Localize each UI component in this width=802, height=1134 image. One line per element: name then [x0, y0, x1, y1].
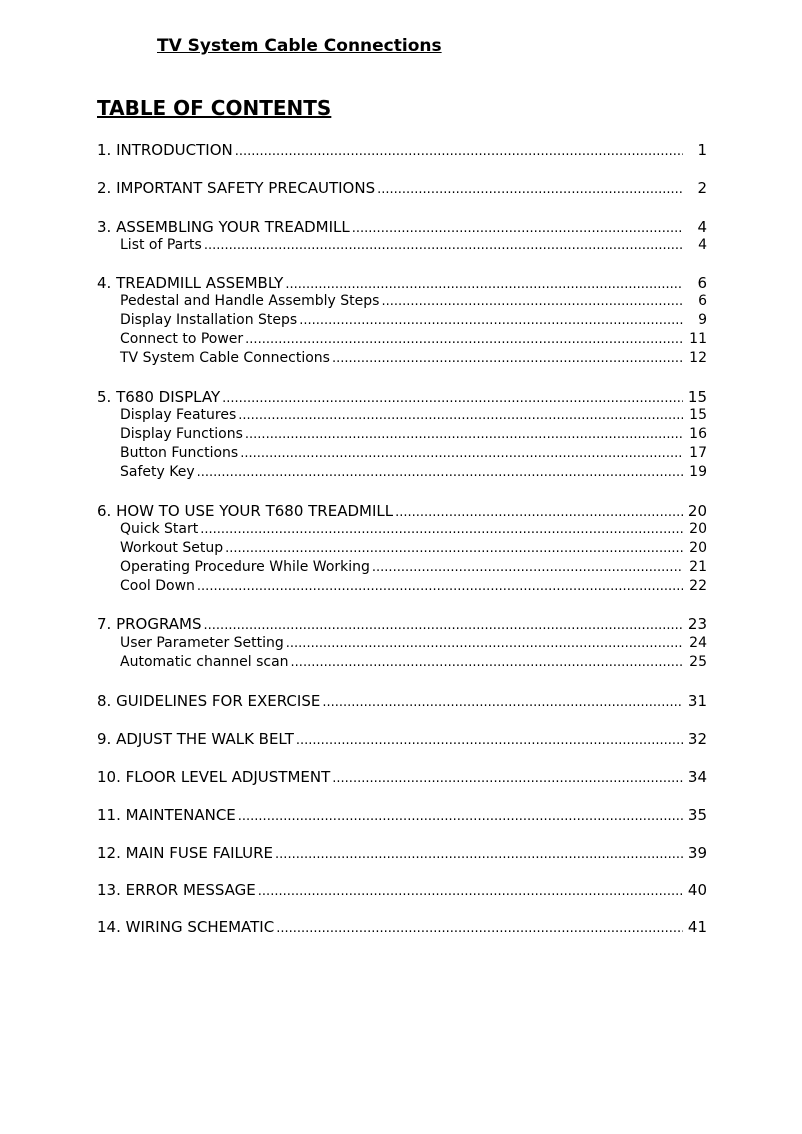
toc-entry [120, 578, 707, 594]
toc-entry-label: 14. WIRING SCHEMATIC [97, 918, 275, 936]
toc-leader [275, 847, 683, 862]
toc-entry-page: 20 [687, 502, 707, 520]
toc-entry [120, 237, 707, 253]
toc-entry-page: 16 [689, 426, 707, 442]
toc-leader [381, 294, 683, 309]
toc-title: TABLE OF CONTENTS [97, 96, 332, 120]
toc-entry-label: 4. TREADMILL ASSEMBLY [97, 274, 284, 292]
toc-entry-page: 20 [689, 521, 707, 537]
toc-entry-label: Button Functions [120, 445, 239, 461]
toc-entry-label: 5. T680 DISPLAY [97, 388, 221, 406]
toc-leader [276, 921, 683, 936]
toc-entry-label: Connect to Power [120, 331, 244, 347]
toc-leader [204, 618, 683, 633]
toc-entry-label: Display Functions [120, 426, 243, 442]
toc-entry-label: Display Installation Steps [120, 312, 298, 328]
toc-entry [97, 844, 707, 862]
toc-entry [97, 768, 707, 786]
toc-entry-page: 1 [697, 141, 707, 159]
toc-entry [120, 293, 707, 309]
toc-entry-label: 8. GUIDELINES FOR EXERCISE [97, 692, 321, 710]
toc-entry-page: 25 [689, 654, 707, 670]
toc-entry-label: 9. ADJUST THE WALK BELT [97, 730, 294, 748]
toc-entry-page: 22 [689, 578, 707, 594]
toc-entry-page: 24 [689, 635, 707, 651]
toc-entry-page: 23 [687, 615, 707, 633]
toc-entry-page: 20 [689, 540, 707, 556]
toc-entry-page: 6 [698, 293, 707, 309]
toc-entry [120, 407, 707, 423]
toc-entry [97, 388, 707, 406]
toc-entry-page: 6 [697, 274, 707, 292]
toc-entry [97, 918, 707, 936]
toc-leader [235, 144, 683, 159]
toc-leader [197, 579, 683, 594]
toc-leader [258, 884, 683, 899]
toc-entry-page: 2 [697, 179, 707, 197]
toc-leader [240, 446, 683, 461]
toc-entry-page: 4 [698, 237, 707, 253]
toc-entry-label: List of Parts [120, 237, 202, 253]
toc-entry-label: 6. HOW TO USE YOUR T680 TREADMILL [97, 502, 394, 520]
toc-entry-page: 40 [687, 881, 707, 899]
toc-entry [120, 635, 707, 651]
toc-entry-label: 13. ERROR MESSAGE [97, 881, 256, 899]
toc-leader [299, 313, 683, 328]
toc-leader [332, 351, 683, 366]
toc-entry-page: 19 [689, 464, 707, 480]
toc-entry-label: TV System Cable Connections [120, 350, 330, 366]
toc-leader [197, 465, 683, 480]
toc-entry [120, 540, 707, 556]
toc-entry [97, 502, 707, 520]
toc-entry-label: 10. FLOOR LEVEL ADJUSTMENT [97, 768, 331, 786]
toc-entry-label: User Parameter Setting [120, 635, 284, 651]
toc-entry-label: Cool Down [120, 578, 195, 594]
toc-entry [120, 445, 707, 461]
toc-leader [296, 733, 683, 748]
toc-entry-page: 17 [689, 445, 707, 461]
toc-entry-page: 41 [687, 918, 707, 936]
toc-entry-page: 39 [687, 844, 707, 862]
toc-entry-page: 15 [687, 388, 707, 406]
toc-entry-label: 12. MAIN FUSE FAILURE [97, 844, 274, 862]
toc-entry [97, 615, 707, 633]
toc-leader [245, 332, 683, 347]
toc-entry-label: 7. PROGRAMS [97, 615, 202, 633]
toc-leader [395, 505, 683, 520]
toc-entry-page: 12 [689, 350, 707, 366]
toc-entry-page: 4 [697, 218, 707, 236]
toc-leader [372, 560, 683, 575]
toc-entry-page: 32 [687, 730, 707, 748]
toc-entry-label: Safety Key [120, 464, 195, 480]
toc-entry [120, 426, 707, 442]
toc-entry-label: Display Features [120, 407, 237, 423]
toc-leader [238, 408, 683, 423]
toc-leader [200, 522, 683, 537]
toc-entry [120, 464, 707, 480]
toc-entry-label: 3. ASSEMBLING YOUR TREADMILL [97, 218, 350, 236]
toc-entry-label: Pedestal and Handle Assembly Steps [120, 293, 380, 309]
toc-entry [97, 692, 707, 710]
toc-entry-label: Quick Start [120, 521, 199, 537]
toc-leader [222, 391, 683, 406]
toc-entry-page: 21 [689, 559, 707, 575]
toc-leader [238, 809, 683, 824]
toc-entry [120, 521, 707, 537]
toc-entry-page: 31 [687, 692, 707, 710]
toc-leader [291, 655, 683, 670]
toc-entry-label: 11. MAINTENANCE [97, 806, 236, 824]
toc-leader [352, 221, 683, 236]
toc-entry-label: 2. IMPORTANT SAFETY PRECAUTIONS [97, 179, 376, 197]
toc-entry [97, 730, 707, 748]
toc-entry [120, 559, 707, 575]
toc-entry [97, 179, 707, 197]
toc-entry [120, 331, 707, 347]
toc-entry [97, 806, 707, 824]
toc-leader [332, 771, 683, 786]
toc-leader [286, 636, 683, 651]
toc-leader [204, 238, 683, 253]
toc-entry-page: 9 [698, 312, 707, 328]
toc-entry-page: 34 [687, 768, 707, 786]
toc-entry-page: 15 [689, 407, 707, 423]
toc-leader [322, 695, 683, 710]
toc-entry [97, 141, 707, 159]
toc-leader [377, 182, 683, 197]
toc-entry [97, 881, 707, 899]
toc-leader [245, 427, 683, 442]
toc-entry [120, 312, 707, 328]
toc-entry-label: 1. INTRODUCTION [97, 141, 233, 159]
page-header-title: TV System Cable Connections [157, 36, 442, 56]
toc-leader [285, 277, 683, 292]
toc-entry-page: 11 [689, 331, 707, 347]
toc-entry-page: 35 [687, 806, 707, 824]
toc-leader [225, 541, 683, 556]
toc-entry [97, 218, 707, 236]
toc-entry [97, 274, 707, 292]
toc-entry-label: Operating Procedure While Working [120, 559, 370, 575]
toc-entry-label: Automatic channel scan [120, 654, 289, 670]
toc-entry-label: Workout Setup [120, 540, 224, 556]
toc-entry [120, 654, 707, 670]
toc-entry [120, 350, 707, 366]
